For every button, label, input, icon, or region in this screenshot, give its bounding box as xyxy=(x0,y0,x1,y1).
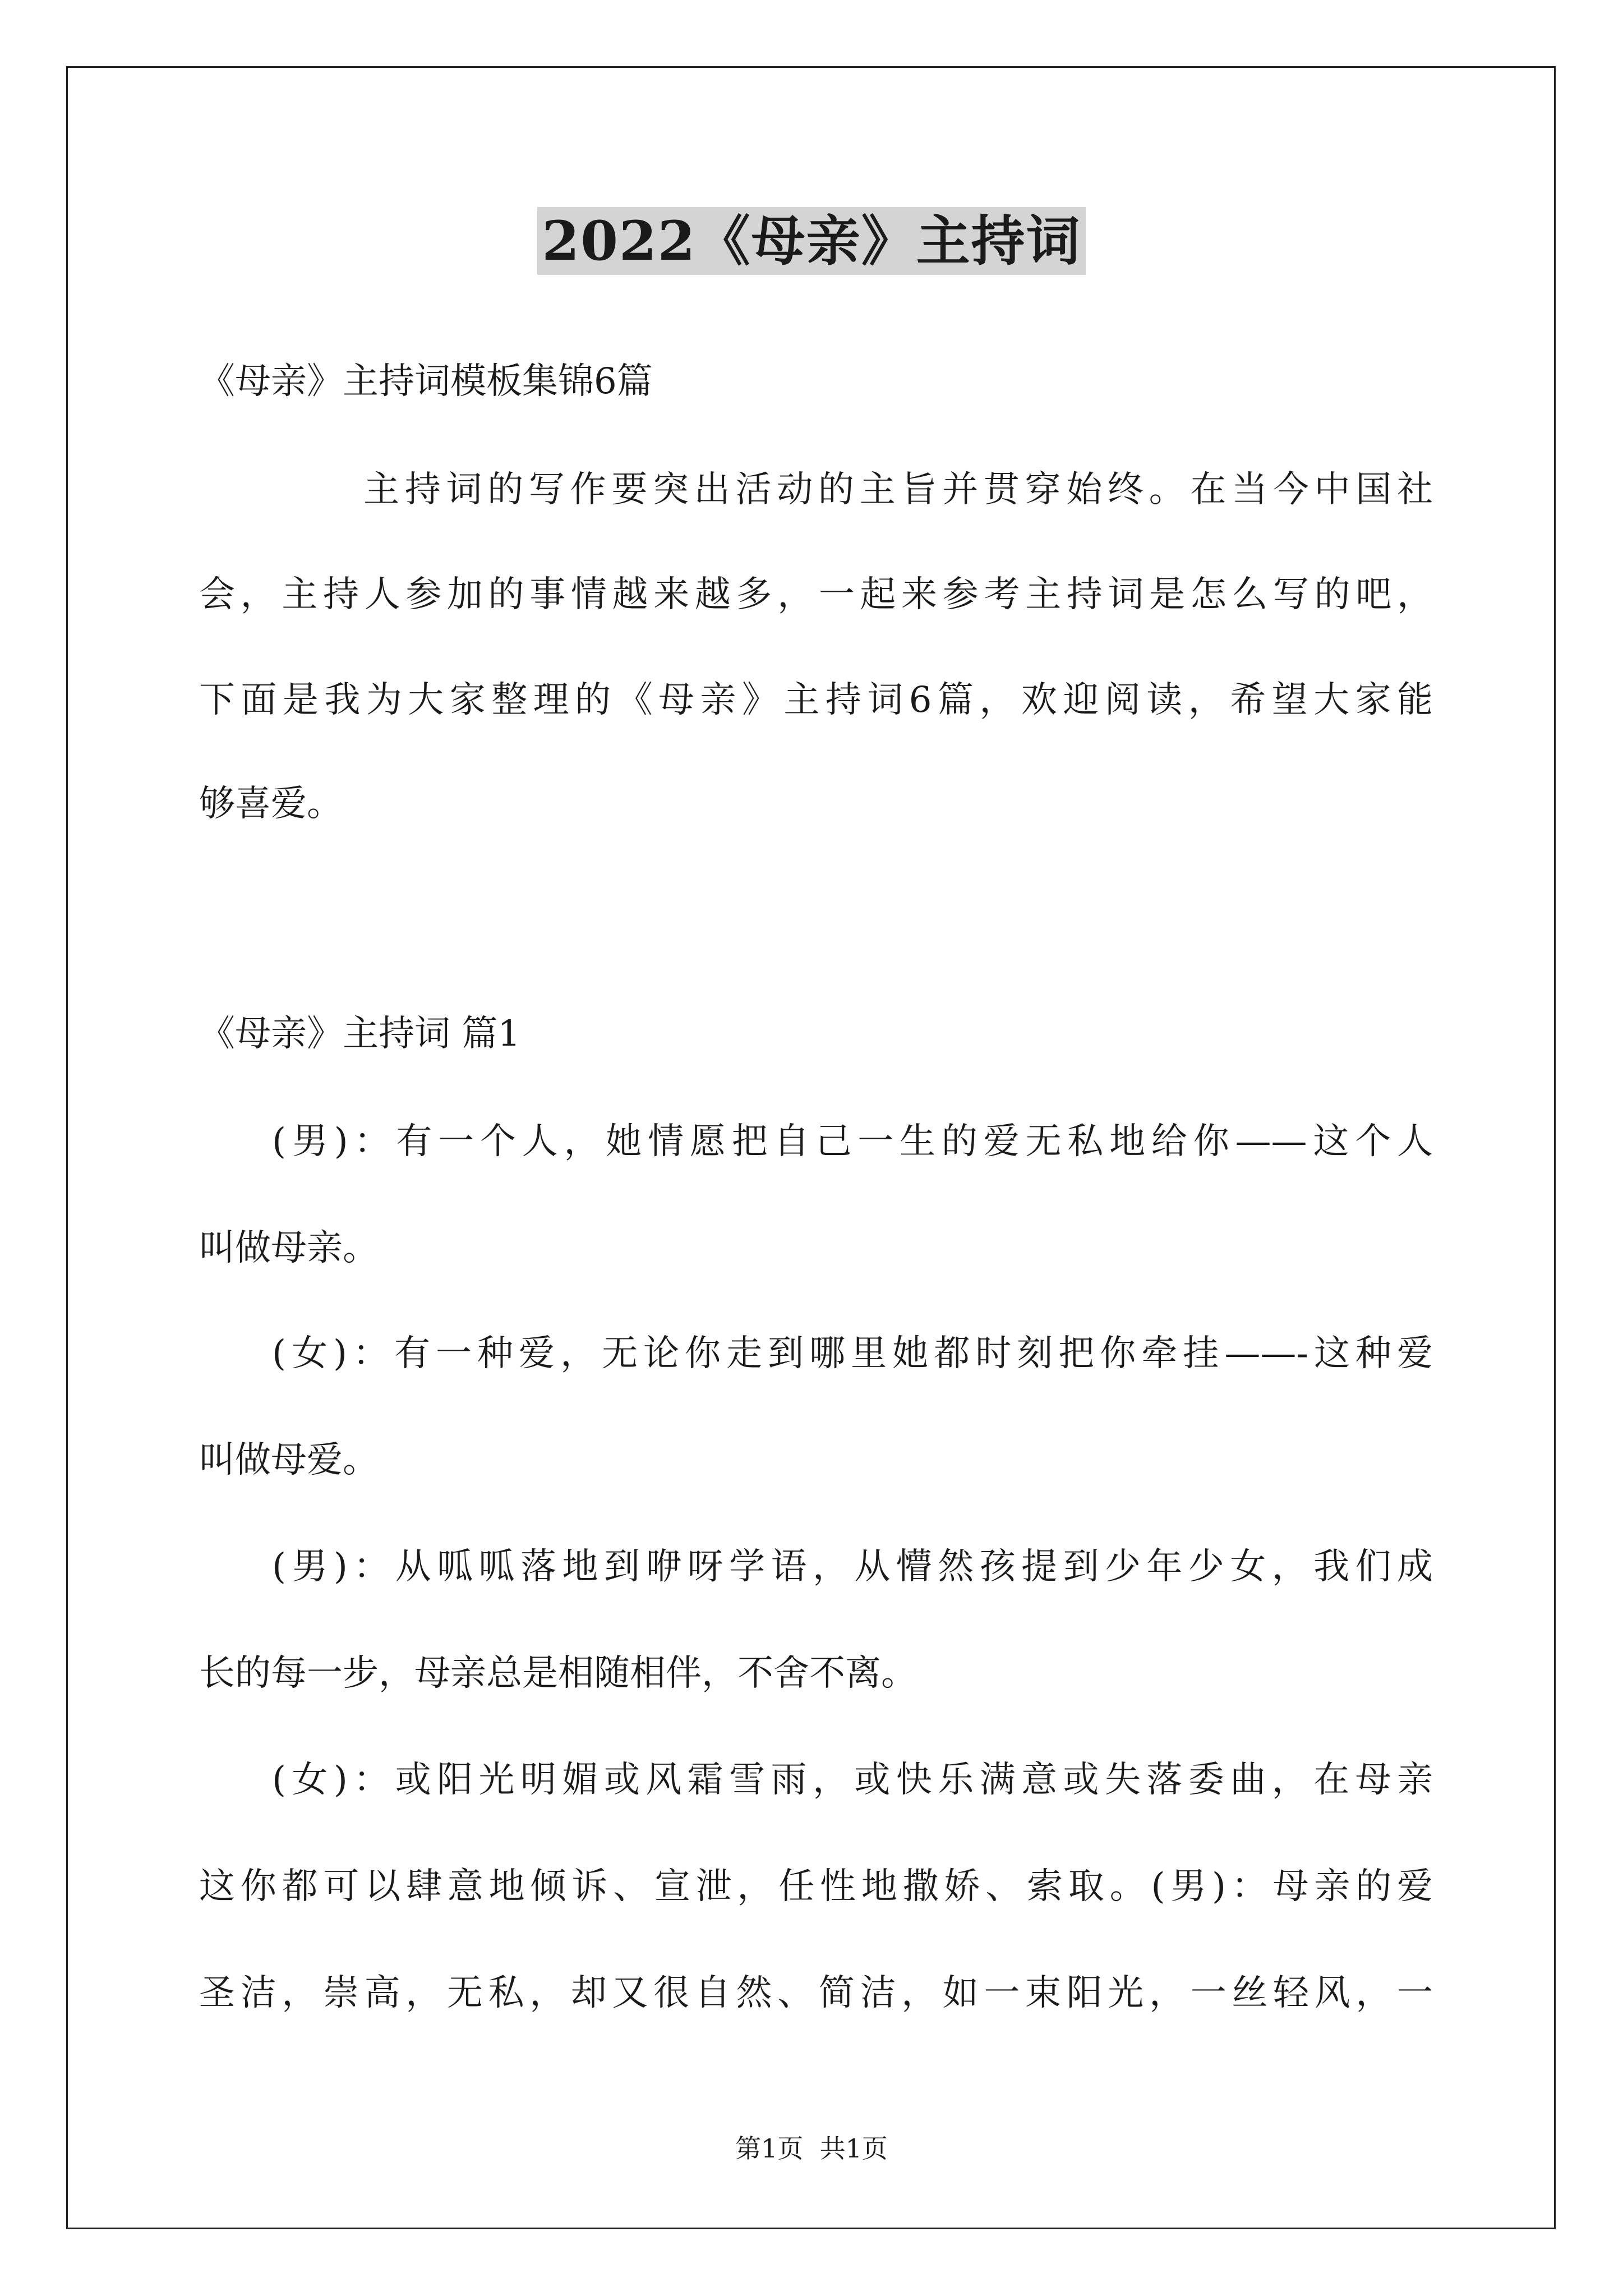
page-footer xyxy=(0,2132,1623,2165)
body-paragraph-line: (女)：或阳光明媚或风霜雪雨，或快乐满意或失落委曲，在母亲 xyxy=(272,1759,1433,1801)
intro-paragraph-line: 主持词的写作要突出活动的主旨并贯穿始终。在当今中国社 xyxy=(363,469,1433,510)
page-number-indicator: 第1页 共1页 xyxy=(735,2133,888,2164)
document-title xyxy=(0,202,1623,280)
document-subtitle: 《母亲》主持词模板集锦6篇 xyxy=(199,361,653,402)
body-paragraph-line: 叫做母亲。 xyxy=(199,1227,379,1269)
body-paragraph-line: 这你都可以肆意地倾诉、宣泄，任性地撒娇、索取。(男)：母亲的爱 xyxy=(199,1866,1433,1907)
body-paragraph-line: (男)：有一个人，她情愿把自己一生的爱无私地给你——这个人 xyxy=(272,1121,1433,1162)
body-paragraph-line: 叫做母爱。 xyxy=(199,1439,379,1481)
body-paragraph-line: 圣洁，崇高，无私，却又很自然、简洁，如一束阳光，一丝轻风，一 xyxy=(199,1972,1433,2014)
body-paragraph-line: (女)：有一种爱，无论你走到哪里她都时刻把你牵挂——-这种爱 xyxy=(272,1333,1433,1374)
body-paragraph-line: 长的每一步，母亲总是相随相伴，不舍不离。 xyxy=(199,1653,917,1694)
section-heading: 《母亲》主持词 篇1 xyxy=(199,1013,521,1055)
intro-paragraph-line: 够喜爱。 xyxy=(199,783,343,825)
intro-paragraph-line: 会，主持人参加的事情越来越多，一起来参考主持词是怎么写的吧， xyxy=(199,574,1433,615)
intro-paragraph-line: 下面是我为大家整理的《母亲》主持词6篇，欢迎阅读，希望大家能 xyxy=(199,679,1433,721)
body-paragraph-line: (男)：从呱呱落地到咿呀学语，从懵然孩提到少年少女，我们成 xyxy=(272,1546,1433,1588)
document-title-text: 2022《母亲》主持词 xyxy=(537,207,1085,275)
